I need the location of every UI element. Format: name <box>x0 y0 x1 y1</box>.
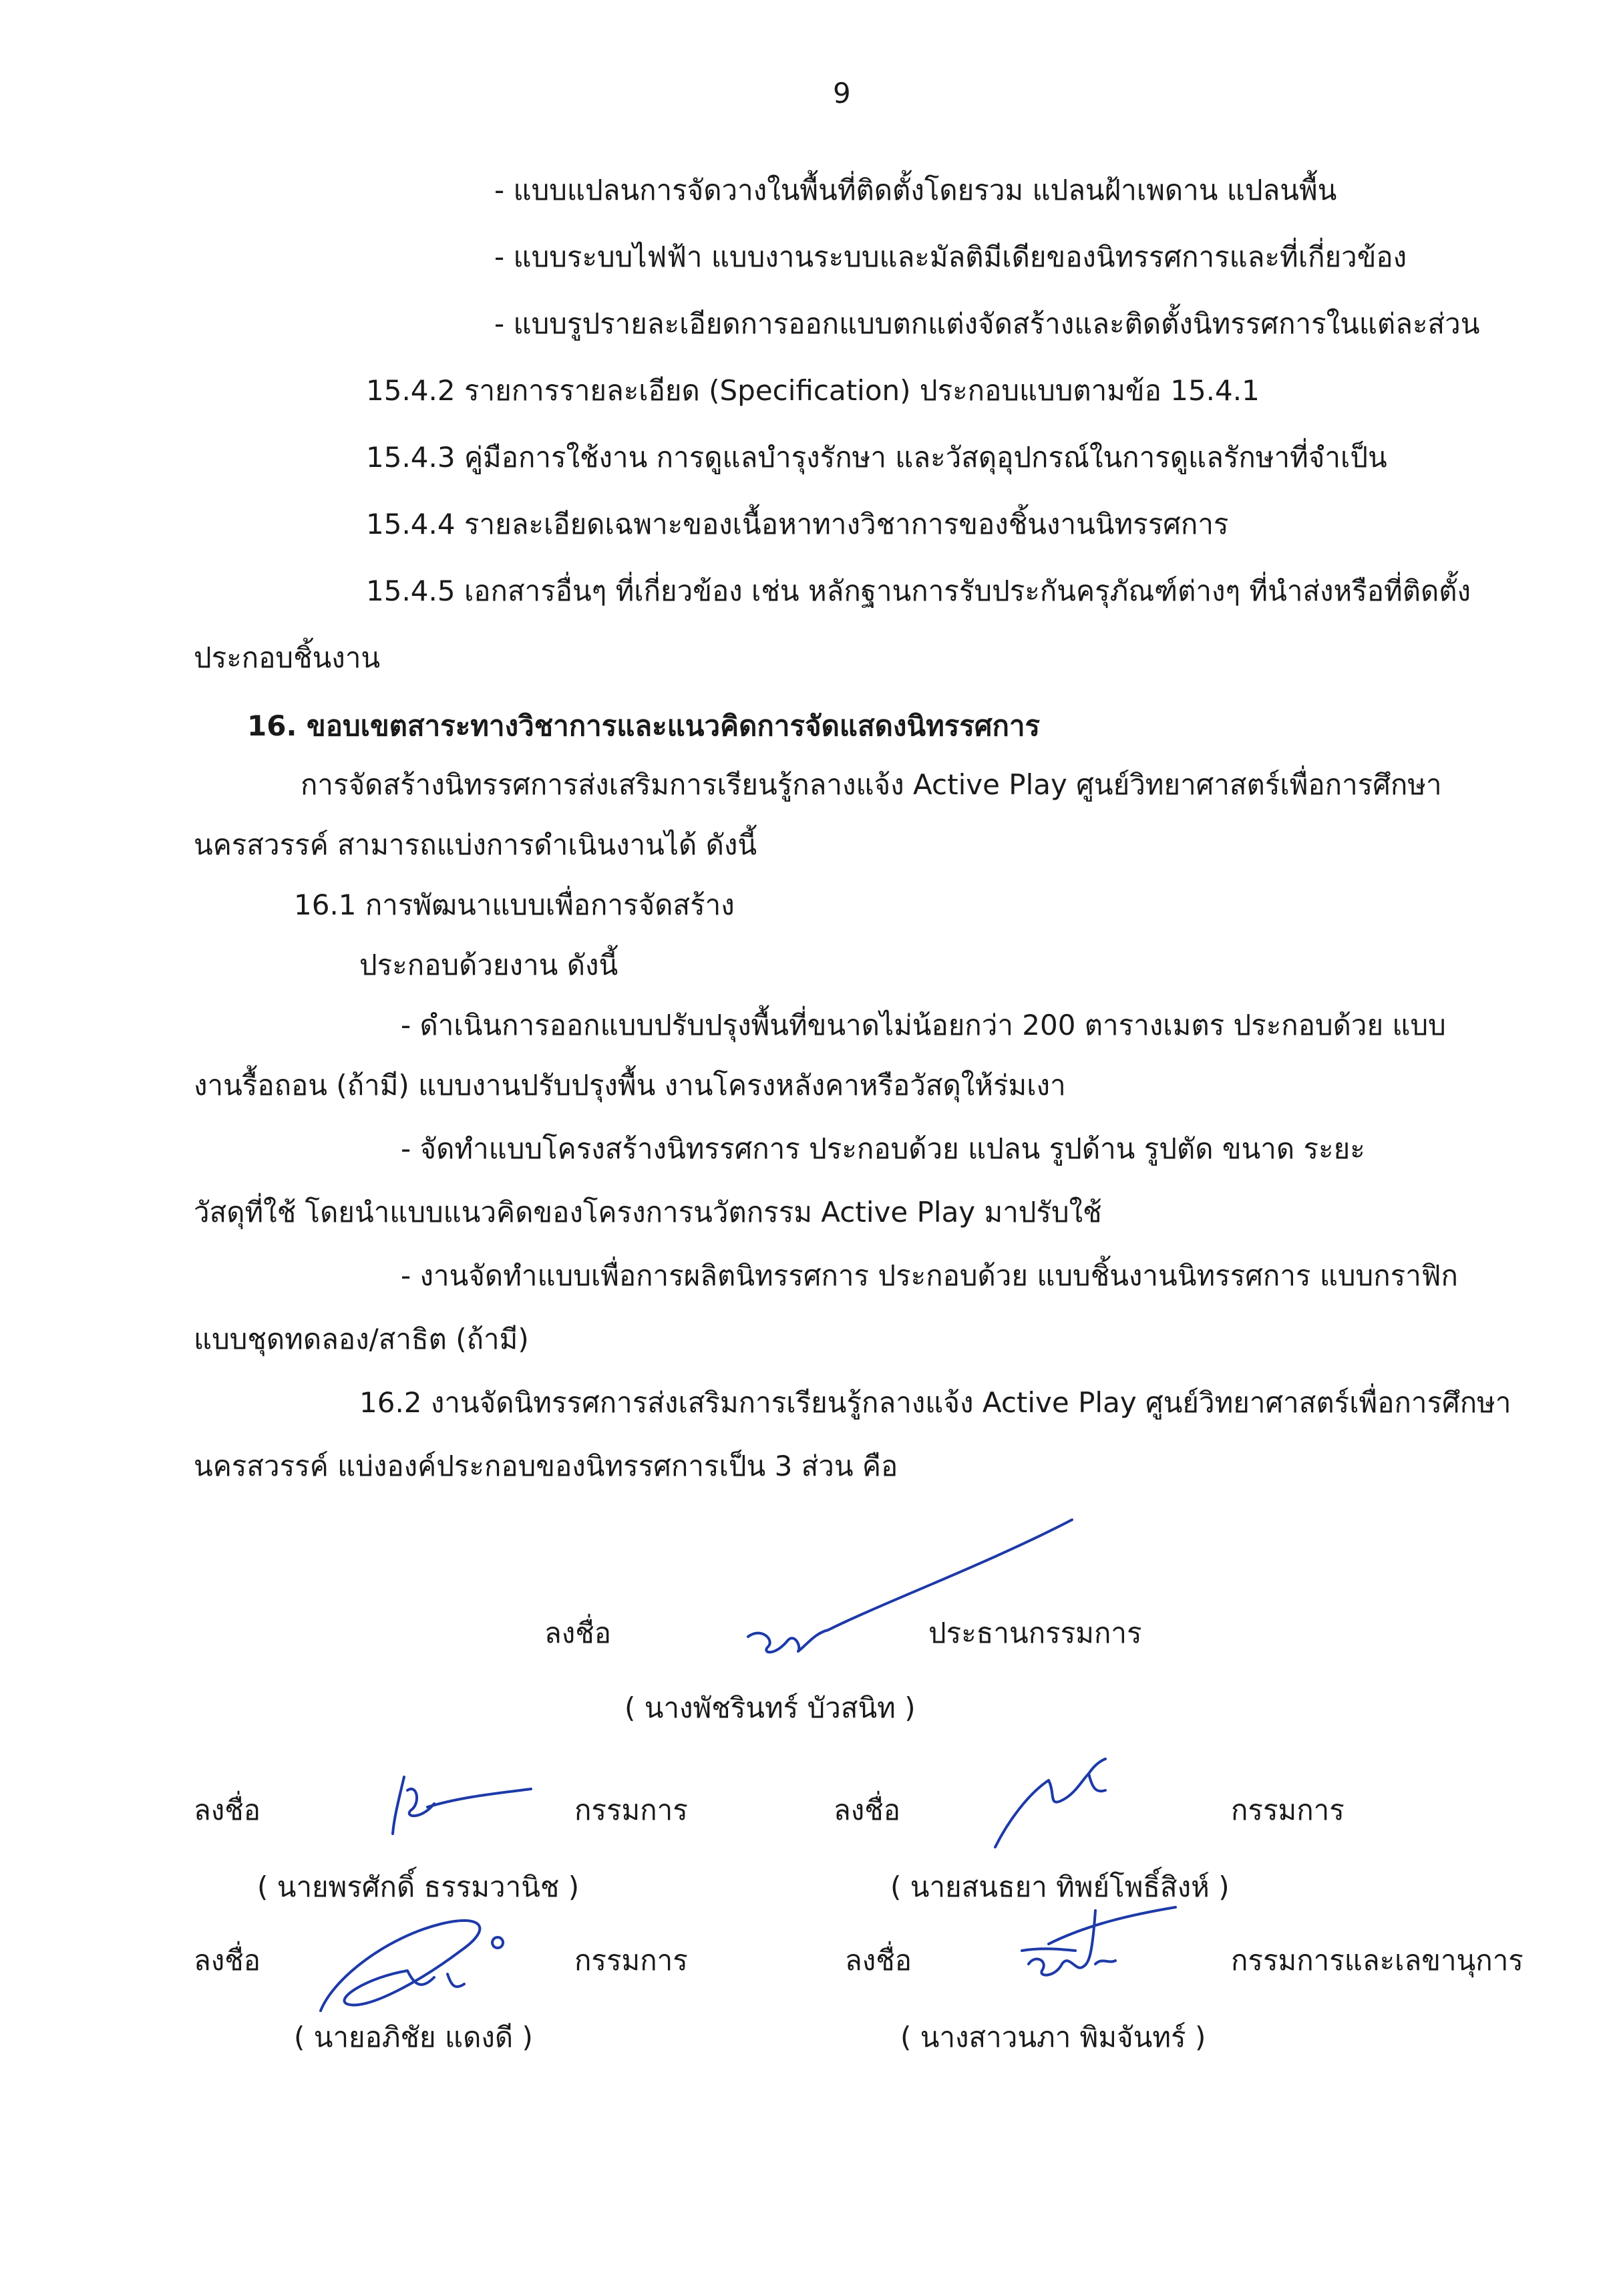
task-structure: - จัดทำแบบโครงสร้างนิทรรศการ ประกอบด้วย แปลน รูปด้าน รูปตัด ขนาด ระยะ <box>401 1132 1365 1165</box>
item-16-1-sub: ประกอบด้วยงาน ดังนี้ <box>359 949 618 981</box>
member-3-name: ( นายอภิชัย แดงดี ) <box>294 2021 533 2054</box>
member-1-name: ( นายพรศักดิ์ ธรรมวานิช ) <box>257 1870 580 1903</box>
section-16-para: การจัดสร้างนิทรรศการส่งเสริมการเรียนรู้กลางแจ้ง Active Play ศูนย์วิทยาศาสตร์เพื่อการศึกษา <box>301 768 1442 801</box>
member-4-role: กรรมการและเลขานุการ <box>1231 1944 1524 1977</box>
signature-member-3 <box>307 1897 521 2024</box>
member-1-role: กรรมการ <box>574 1794 688 1826</box>
page-number: 9 <box>833 77 851 110</box>
sign-label-m4: ลงชื่อ <box>845 1944 912 1977</box>
sign-label-m1: ลงชื่อ <box>194 1794 260 1826</box>
task-structure-cont: วัสดุที่ใช้ โดยนำแบบแนวคิดของโครงการนวัตกรรม Active Play มาปรับใช้ <box>194 1196 1102 1228</box>
task-design: - ดำเนินการออกแบบปรับปรุงพื้นที่ขนาดไม่น้อยกว่า 200 ตารางเมตร ประกอบด้วย แบบ <box>401 1009 1446 1041</box>
task-production: - งานจัดทำแบบเพื่อการผลิตนิทรรศการ ประกอบด้วย แบบชิ้นงานนิทรรศการ แบบกราฟิก <box>401 1259 1458 1292</box>
item-15-4-3: 15.4.3 คู่มือการใช้งาน การดูแลบำรุงรักษา และวัสดุอุปกรณ์ในการดูแลรักษาที่จำเป็น <box>366 441 1387 474</box>
chair-name: ( นางพัชรินทร์ บัวสนิท ) <box>624 1691 916 1724</box>
item-16-2-cont: นครสวรรค์ แบ่งองค์ประกอบของนิทรรศการเป็น 3 ส่วน คือ <box>194 1450 898 1482</box>
member-3-role: กรรมการ <box>574 1944 688 1977</box>
sign-label-m2: ลงชื่อ <box>834 1794 900 1826</box>
task-production-cont: แบบชุดทดลอง/สาธิต (ถ้ามี) <box>194 1323 529 1355</box>
section-16-heading: 16. ขอบเขตสาระทางวิชาการและแนวคิดการจัดแสดงนิทรรศการ <box>247 709 1041 742</box>
section-16-para-cont: นครสวรรค์ สามารถแบ่งการดำเนินงานได้ ดังนี้ <box>194 828 757 861</box>
signature-member-1 <box>381 1770 534 1844</box>
signature-member-2 <box>989 1754 1135 1854</box>
signature-member-4 <box>1009 1897 1182 1997</box>
bullet-detail-design: - แบบรูปรายละเอียดการออกแบบตกแต่งจัดสร้างและติดตั้งนิทรรศการในแต่ละส่วน <box>494 307 1480 340</box>
item-16-1: 16.1 การพัฒนาแบบเพื่อการจัดสร้าง <box>294 888 735 921</box>
member-2-name: ( นายสนธยา ทิพย์โพธิ์สิงห์ ) <box>890 1870 1230 1903</box>
item-15-4-2: 15.4.2 รายการรายละเอียด (Specification) ประกอบแบบตามข้อ 15.4.1 <box>366 374 1260 407</box>
sign-label-chair: ลงชื่อ <box>544 1617 611 1649</box>
member-4-name: ( นางสาวนภา พิมจันทร์ ) <box>900 2021 1206 2054</box>
chair-role: ประธานกรรมการ <box>928 1617 1142 1649</box>
task-design-cont: งานรื้อถอน (ถ้ามี) แบบงานปรับปรุงพื้น งานโครงหลังคาหรือวัสดุให้ร่มเงา <box>194 1069 1066 1102</box>
member-2-role: กรรมการ <box>1231 1794 1345 1826</box>
sign-label-m3: ลงชื่อ <box>194 1944 260 1977</box>
item-15-4-5-cont: ประกอบชิ้นงาน <box>194 641 381 674</box>
item-15-4-4: 15.4.4 รายละเอียดเฉพาะของเนื้อหาทางวิชาการของชิ้นงานนิทรรศการ <box>366 508 1229 540</box>
item-15-4-5: 15.4.5 เอกสารอื่นๆ ที่เกี่ยวข้อง เช่น หลักฐานการรับประกันครุภัณฑ์ต่างๆ ที่นำส่งหรือที่ติดตั้ง <box>366 575 1471 607</box>
bullet-floor-plan: - แบบแปลนการจัดวางในพื้นที่ติดตั้งโดยรวม แปลนฝ้าเพดาน แปลนพื้น <box>494 174 1337 206</box>
bullet-electrical: - แบบระบบไฟฟ้า แบบงานระบบและมัลติมีเดียของนิทรรศการและที่เกี่ยวข้อง <box>494 240 1407 273</box>
item-16-2: 16.2 งานจัดนิทรรศการส่งเสริมการเรียนรู้กลางแจ้ง Active Play ศูนย์วิทยาศาสตร์เพื่อการศึกษา <box>359 1386 1511 1419</box>
